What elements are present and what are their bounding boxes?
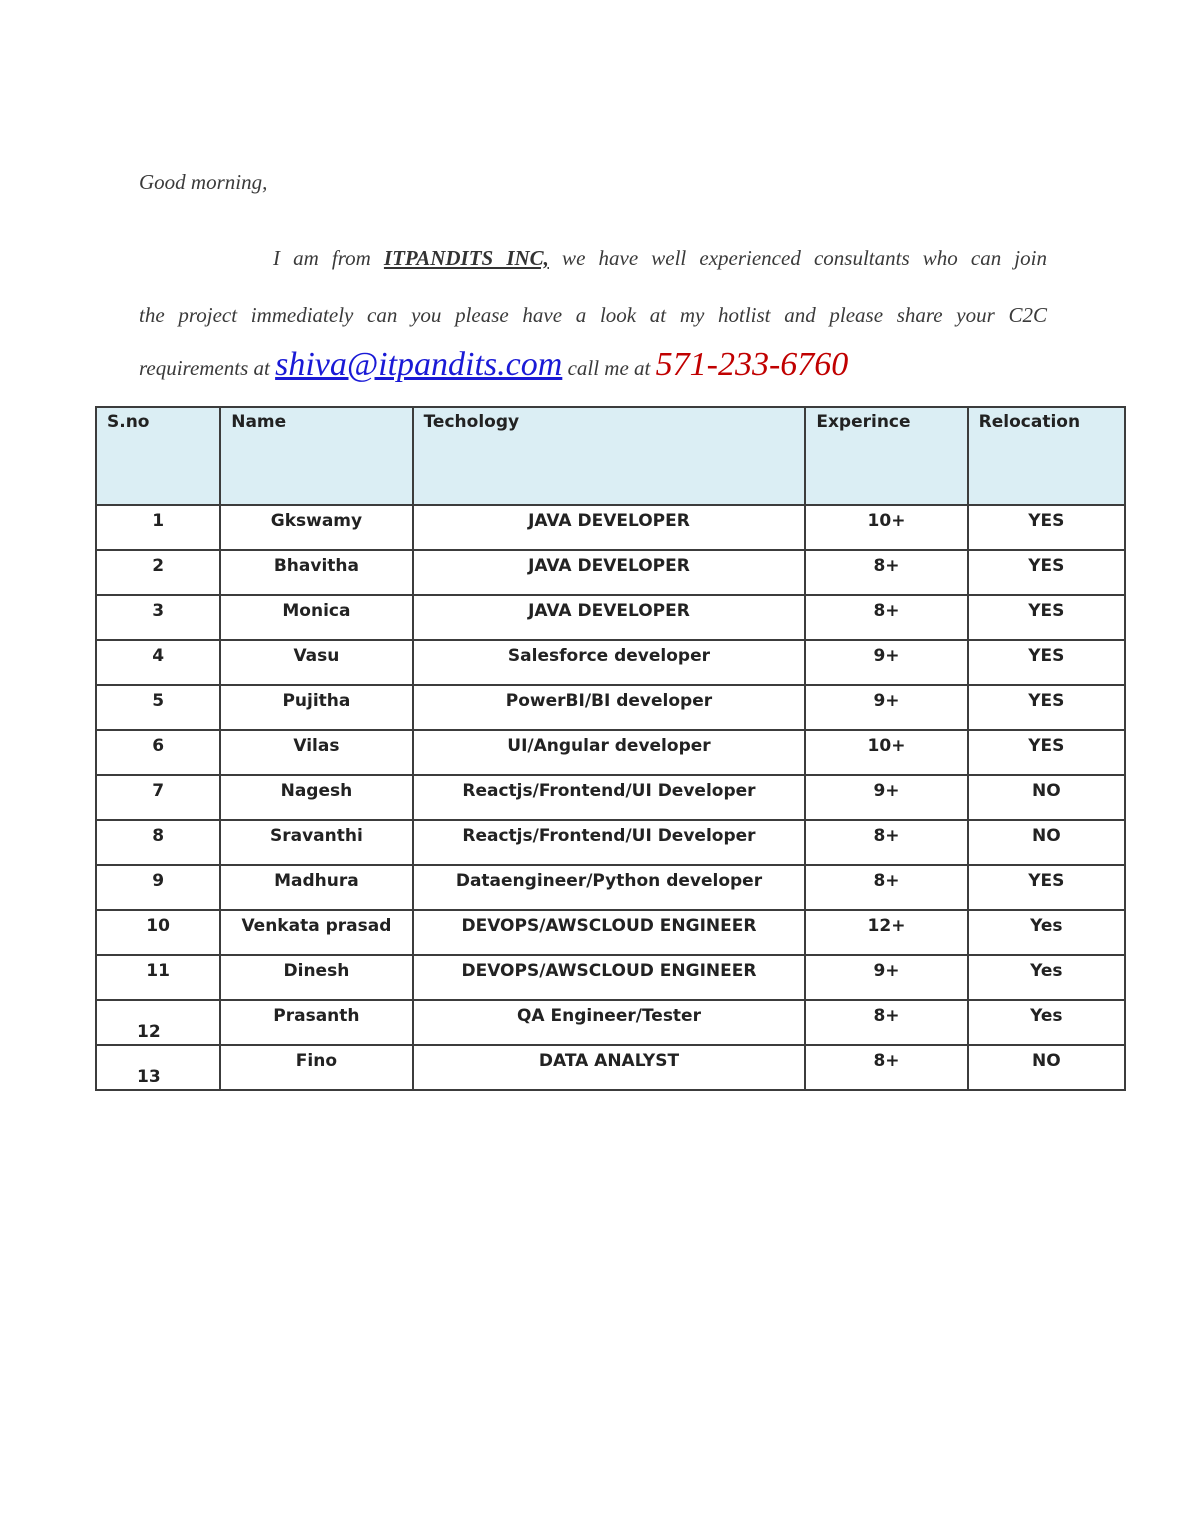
intro-line1-suffix: we have well experienced consultants who can join bbox=[548, 246, 1047, 270]
table-row bbox=[96, 865, 1125, 910]
cell-experience: 8+ bbox=[805, 1045, 967, 1090]
cell-sno: 13 bbox=[96, 1045, 220, 1090]
table-row bbox=[96, 595, 1125, 640]
table-row bbox=[96, 1045, 1125, 1090]
cell-experience: 8+ bbox=[805, 550, 967, 595]
intro-line1-prefix: I am from bbox=[273, 246, 384, 270]
cell-relocation: NO bbox=[968, 1045, 1125, 1090]
greeting-text: Good morning, bbox=[139, 170, 268, 194]
cell-technology: DEVOPS/AWSCLOUD ENGINEER bbox=[413, 910, 806, 955]
table-row bbox=[96, 550, 1125, 595]
cell-experience: 9+ bbox=[805, 640, 967, 685]
cell-experience: 10+ bbox=[805, 730, 967, 775]
cell-technology: PowerBI/BI developer bbox=[413, 685, 806, 730]
table-row bbox=[96, 955, 1125, 1000]
cell-sno: 5 bbox=[96, 685, 220, 730]
cell-name: Vasu bbox=[220, 640, 412, 685]
cell-technology: DATA ANALYST bbox=[413, 1045, 806, 1090]
cell-technology: JAVA DEVELOPER bbox=[413, 595, 806, 640]
cell-technology: Reactjs/Frontend/UI Developer bbox=[413, 820, 806, 865]
cell-sno: 10 bbox=[96, 910, 220, 955]
cell-sno: 2 bbox=[96, 550, 220, 595]
cell-technology: Salesforce developer bbox=[413, 640, 806, 685]
cell-relocation: Yes bbox=[968, 910, 1125, 955]
cell-name: Nagesh bbox=[220, 775, 412, 820]
cell-name: Venkata prasad bbox=[220, 910, 412, 955]
cell-sno: 11 bbox=[96, 955, 220, 1000]
cell-technology: JAVA DEVELOPER bbox=[413, 550, 806, 595]
cell-experience: 10+ bbox=[805, 505, 967, 550]
cell-relocation: Yes bbox=[968, 955, 1125, 1000]
intro-line-2: the project immediately can you please have a look at my hotlist and please share your C2C bbox=[139, 303, 1047, 327]
cell-relocation: YES bbox=[968, 505, 1125, 550]
cell-experience: 8+ bbox=[805, 820, 967, 865]
intro-line-1 bbox=[139, 246, 1047, 271]
cell-sno: 3 bbox=[96, 595, 220, 640]
cell-name: Fino bbox=[220, 1045, 412, 1090]
hotlist-table bbox=[95, 406, 1126, 1091]
cell-relocation: NO bbox=[968, 820, 1125, 865]
cell-technology: JAVA DEVELOPER bbox=[413, 505, 806, 550]
company-name: ITPANDITS INC, bbox=[383, 246, 549, 270]
table-row bbox=[96, 685, 1125, 730]
table-row bbox=[96, 505, 1125, 550]
cell-technology: Reactjs/Frontend/UI Developer bbox=[413, 775, 806, 820]
cell-experience: 8+ bbox=[805, 595, 967, 640]
cell-name: Gkswamy bbox=[220, 505, 412, 550]
cell-sno: 12 bbox=[96, 1000, 220, 1045]
header-technology: Techology bbox=[413, 407, 806, 505]
cell-sno: 1 bbox=[96, 505, 220, 550]
cell-technology: UI/Angular developer bbox=[413, 730, 806, 775]
cell-name: Dinesh bbox=[220, 955, 412, 1000]
cell-relocation: YES bbox=[968, 595, 1125, 640]
phone-number: 571-233-6760 bbox=[655, 346, 849, 383]
header-name: Name bbox=[220, 407, 412, 505]
cell-relocation: YES bbox=[968, 640, 1125, 685]
cell-relocation: YES bbox=[968, 865, 1125, 910]
cell-experience: 9+ bbox=[805, 775, 967, 820]
cell-experience: 9+ bbox=[805, 685, 967, 730]
cell-name: Prasanth bbox=[220, 1000, 412, 1045]
intro-line3-prefix: requirements at bbox=[139, 356, 276, 380]
intro-line-3 bbox=[139, 346, 1047, 384]
cell-relocation: YES bbox=[968, 550, 1125, 595]
table-row bbox=[96, 910, 1125, 955]
cell-relocation: YES bbox=[968, 685, 1125, 730]
cell-experience: 9+ bbox=[805, 955, 967, 1000]
table-row bbox=[96, 820, 1125, 865]
header-experience: Experince bbox=[805, 407, 967, 505]
cell-name: Bhavitha bbox=[220, 550, 412, 595]
cell-name: Monica bbox=[220, 595, 412, 640]
cell-technology: QA Engineer/Tester bbox=[413, 1000, 806, 1045]
cell-experience: 8+ bbox=[805, 865, 967, 910]
intro-line3-mid: call me at bbox=[562, 356, 656, 380]
cell-name: Pujitha bbox=[220, 685, 412, 730]
cell-name: Madhura bbox=[220, 865, 412, 910]
cell-name: Vilas bbox=[220, 730, 412, 775]
cell-sno: 8 bbox=[96, 820, 220, 865]
cell-relocation: NO bbox=[968, 775, 1125, 820]
cell-technology: Dataengineer/Python developer bbox=[413, 865, 806, 910]
header-sno: S.no bbox=[96, 407, 220, 505]
cell-sno: 7 bbox=[96, 775, 220, 820]
cell-experience: 12+ bbox=[805, 910, 967, 955]
table-row bbox=[96, 1000, 1125, 1045]
cell-sno: 6 bbox=[96, 730, 220, 775]
cell-experience: 8+ bbox=[805, 1000, 967, 1045]
cell-relocation: Yes bbox=[968, 1000, 1125, 1045]
table-row bbox=[96, 640, 1125, 685]
table-row bbox=[96, 775, 1125, 820]
header-relocation: Relocation bbox=[968, 407, 1125, 505]
cell-technology: DEVOPS/AWSCLOUD ENGINEER bbox=[413, 955, 806, 1000]
cell-sno: 4 bbox=[96, 640, 220, 685]
email-link[interactable]: shiva@itpandits.com bbox=[275, 346, 563, 383]
cell-sno: 9 bbox=[96, 865, 220, 910]
table-header-row bbox=[96, 407, 1125, 505]
cell-relocation: YES bbox=[968, 730, 1125, 775]
table-row bbox=[96, 730, 1125, 775]
cell-name: Sravanthi bbox=[220, 820, 412, 865]
